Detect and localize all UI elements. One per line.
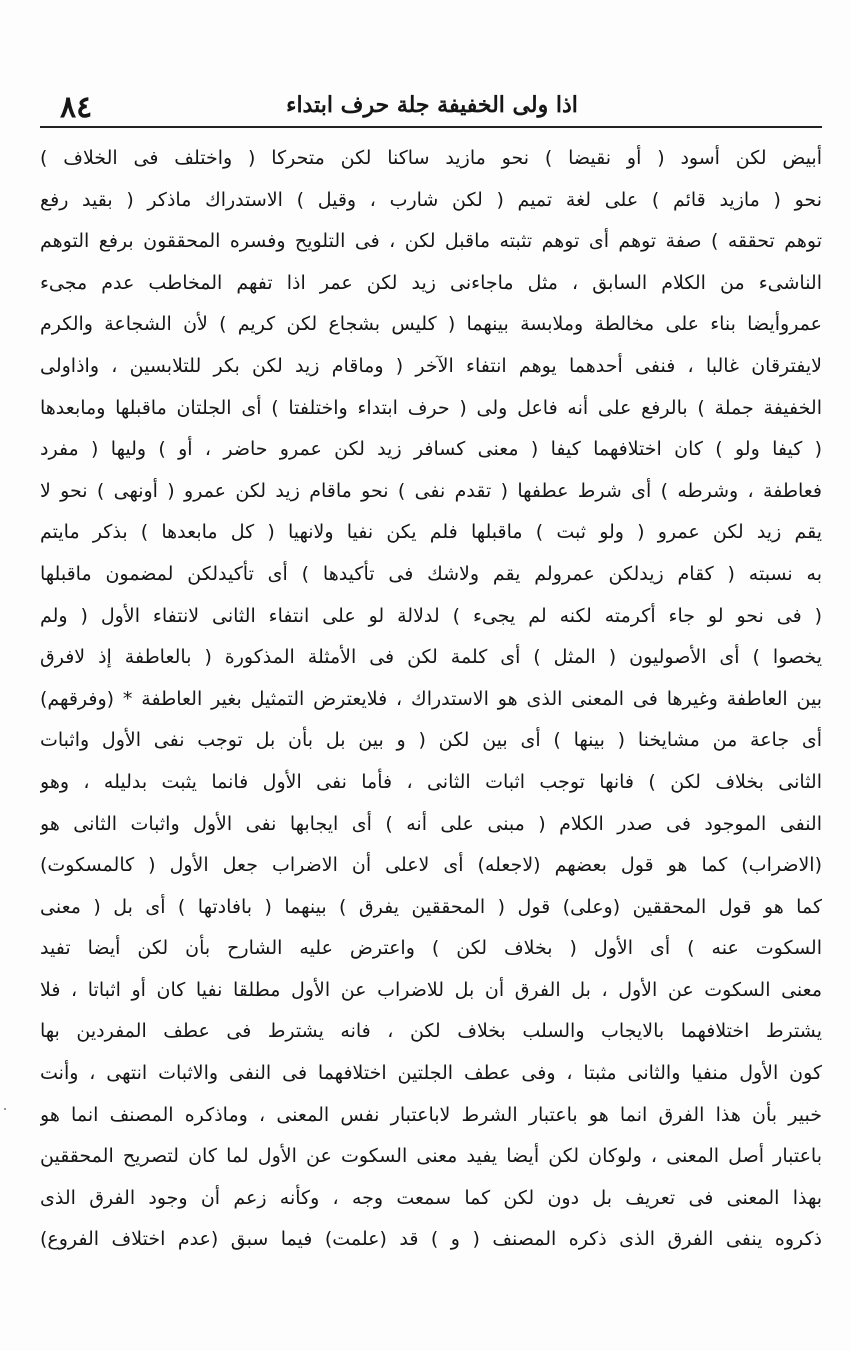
- text-line: خبير بأن هذا الفرق انما هو باعتبار الشرط لاباعتبار نفس المعنى ، وماذكره المصنف انما هو: [40, 1103, 822, 1126]
- body-text: [40, 138, 822, 1261]
- text-line: يخصوا ) أى الأصوليون ( المثل ) أى كلمة لكن فى الأمثلة المذكورة ( بالعاطفة إذ لافرق: [40, 646, 822, 669]
- header-rule: [40, 126, 822, 128]
- text-line: لايفترقان غالبا ، فنفى أحدهما يوهم انتفاء الآخر ( وماقام زيد لكن بكر للتلابسين ، واذاولى: [40, 354, 822, 377]
- text-line: يشترط اختلافهما بالايجاب والسلب بخلاف لكن ، فانه يشترط فى عطف المفردين بها: [40, 1020, 822, 1043]
- text-line: كما هو قول المحققين (وعلى) قول ( المحققين يفرق ) بينهما ( بافادتها ) أى بل ( معنى: [40, 895, 822, 918]
- text-line: باعتبار أصل المعنى ، ولوكان لكن أيضا يفيد معنى السكوت عن الأول لما كان لتصريح المحققين: [40, 1145, 822, 1168]
- text-line: بهذا المعنى فى تعريف بل دون لكن كما سمعت وجه ، وكأنه زعم أن وجود الفرق الذى: [40, 1186, 822, 1209]
- text-line: فعاطفة ، وشرطه ) أى شرط عطفها ( تقدم نفى ) نحو ماقام زيد لكن عمرو ( أونهى ) نحو لا: [40, 479, 822, 502]
- text-line: ذكروه ينفى الفرق الذى ذكره المصنف ( و ) قد (علمت) فيما سبق (عدم اختلاف الفروع): [40, 1228, 822, 1251]
- page-number: ٨٤: [60, 90, 93, 125]
- text-line: أبيض لكن أسود ( أو نقيضا ) نحو مازيد ساكنا لكن متحركا ( واختلف فى الخلاف ): [40, 147, 822, 169]
- text-line: الناشىء من الكلام السابق ، مثل ماجاءنى زيد لكن عمر اذا تفهم المخاطب عدم مجىء: [40, 271, 822, 294]
- page-header: [42, 86, 822, 125]
- text-line: به نسبته ( كقام زيدلكن عمرولم يقم ولاشك فى تأكيدها ) أى تأكيدلكن لمضمون ماقبلها: [40, 562, 822, 585]
- text-line: بين العاطفة وغيرها فى المعنى الذى هو الاستدراك ، فلايعترض التمثيل بغير العاطفة * (وفرقهم): [40, 687, 822, 710]
- text-line: كون الأول منفيا والثانى مثبتا ، وفى عطف الجلتين اختلافهما فى النفى والاثبات انتهى ، وأنت: [40, 1062, 822, 1085]
- text-line: أى جاعة من مشايخنا ( بينها ) أى بين لكن ( و بين بل بأن بل توجب نفى الأول واثبات: [40, 729, 822, 752]
- text-line: ( كيفا ولو ) كان اختلافهما كيفا ( معنى كسافر زيد لكن عمرو حاضر ، أو ) وليها ( مفرد: [40, 438, 822, 461]
- text-line: توهم تحققه ) صفة توهم أى توهم تثبته ماقبل لكن ، فى التلويح وفسره المحققون برفع التوهم: [40, 230, 822, 253]
- running-title: اذا ولى الخفيفة جلة حرف ابتداء: [286, 92, 578, 118]
- text-line: ( فى نحو لو جاء أكرمته لكنه لم يجىء ) لدلالة لو على انتفاء الثانى لانتفاء الأول ( ولم: [40, 604, 822, 627]
- margin-mark: [4, 1108, 6, 1110]
- text-line: الثانى بخلاف لكن ) فانها توجب اثبات الثانى ، فأما نفى الأول فانما يثبت بدليله ، وهو: [40, 770, 822, 793]
- text-line: السكوت عنه ) أى الأول ( بخلاف لكن ) واعترض عليه الشارح بأن لكن أيضا تفيد: [40, 937, 822, 960]
- text-line: معنى السكوت عن الأول ، بل الفرق أن بل للاضراب عن الأول مطلقا نفيا كان أو اثباتا ، فلا: [40, 978, 822, 1001]
- text-line: يقم زيد لكن عمرو ( ولو ثبت ) ماقبلها فلم يكن نفيا ولانهيا ( كل مابعدها ) بذكر مايتم: [40, 521, 822, 544]
- text-line: نحو ( مازيد قائم ) على لغة تميم ( لكن شارب ، وقيل ) الاستدراك ماذكر ( بقيد رفع: [40, 188, 822, 211]
- text-line: عمروأيضا بناء على مخالطة وملابسة بينهما ( كليس بشجاع لكن كريم ) لأن الشجاعة والكرم: [40, 313, 822, 336]
- text-line: (الاضراب) كما هو قول بعضهم (لاجعله) أى لاعلى أن الاضراب جعل الأول ( كالمسكوت): [40, 854, 822, 877]
- text-line: النفى الموجود فى صدر الكلام ( مبنى على أنه ) أى ايجابها نفى الأول واثبات الثانى هو: [40, 812, 822, 835]
- text-line: الخفيفة جملة ) بالرفع على أنه فاعل ولى ( حرف ابتداء واختلفتا ) أى الجلتان ماقبلها ومابعدها: [40, 396, 822, 419]
